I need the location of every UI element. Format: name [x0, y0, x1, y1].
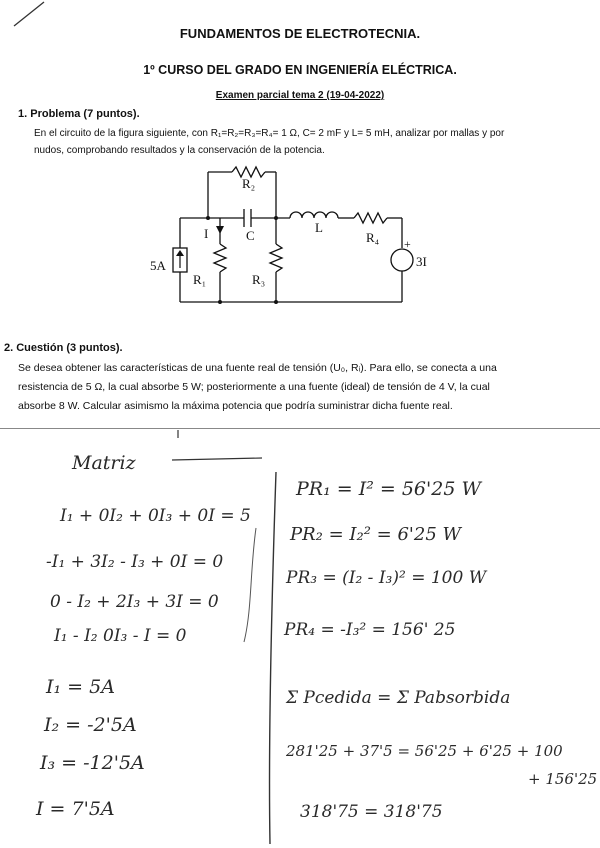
- problem-text-line2: nudos, comprobando resultados y la conservación de la potencia.: [34, 145, 325, 156]
- inductor-l: [290, 212, 338, 218]
- result-i1: I₁ = 5A: [46, 676, 115, 698]
- label-c: C: [246, 228, 255, 243]
- exam-date-line: Examen parcial tema 2 (19-04-2022): [215, 90, 385, 101]
- sum-line-1: 281'25 + 37'5 = 56'25 + 6'25 + 100: [286, 742, 563, 760]
- resistor-r3: [270, 244, 282, 272]
- label-r3: R₃: [252, 272, 266, 287]
- label-r1: R₁: [193, 272, 207, 287]
- power-balance: Σ Pcedida = Σ Pabsorbida: [286, 688, 511, 708]
- question-text-line2: resistencia de 5 Ω, la cual absorbe 5 W; posteriormente a una fuente (ideal) de tensión de 4 V, la cual: [18, 381, 490, 393]
- result-i: I = 7'5A: [36, 798, 115, 820]
- question-text-line3: absorbe 8 W. Calcular asimismo la máxima potencia que podría suministrar dicha fuente real.: [18, 400, 453, 412]
- down-arrow-icon: [216, 226, 224, 234]
- question-heading: 2. Cuestión (3 puntos).: [4, 342, 123, 354]
- label-r4: R₄: [366, 230, 380, 245]
- label-i: I: [204, 226, 209, 241]
- problem-heading: 1. Problema (7 puntos).: [18, 108, 140, 120]
- final-check: 318'75 = 318'75: [300, 802, 443, 822]
- junction-node: [274, 300, 278, 304]
- sum-line-2: + 156'25: [528, 770, 598, 788]
- label-r2: R₂: [242, 176, 256, 191]
- equation-3: 0 - I₂ + 2I₃ + 3I = 0: [50, 592, 219, 612]
- page-separator: [0, 428, 600, 429]
- up-arrow-icon: [176, 250, 184, 256]
- course-subtitle: 1º CURSO DEL GRADO EN INGENIERÍA ELÉCTRICA.: [143, 63, 457, 77]
- equation-4: I₁ - I₂ 0I₃ - I = 0: [54, 626, 187, 646]
- circuit-diagram: [140, 160, 450, 310]
- result-i3: I₃ = -12'5A: [40, 752, 145, 774]
- power-r2: PR₂ = I₂² = 6'25 W: [290, 524, 461, 545]
- equation-1: I₁ + 0I₂ + 0I₃ + 0I = 5: [60, 506, 251, 526]
- resistor-r4: [354, 213, 387, 223]
- question-text-line1: Se desea obtener las características de una fuente real de tensión (U₀, Rᵢ). Para ello, se conecta a una: [18, 362, 497, 374]
- junction-node: [206, 216, 210, 220]
- junction-node: [274, 216, 278, 220]
- equation-2: -I₁ + 3I₂ - I₃ + 0I = 0: [46, 552, 224, 572]
- handwritten-heading: Matriz: [72, 452, 136, 474]
- label-l: L: [315, 220, 323, 235]
- dependent-source-circle: [391, 249, 413, 271]
- label-5a: 5A: [150, 258, 166, 273]
- power-r4: PR₄ = -I₃² = 156' 25: [284, 620, 456, 640]
- document-title: FUNDAMENTOS DE ELECTROTECNIA.: [179, 26, 421, 41]
- junction-node: [218, 300, 222, 304]
- resistor-r1: [214, 244, 226, 272]
- label-plus: +: [404, 237, 411, 251]
- problem-text-line1: En el circuito de la figura siguiente, con R₁=R₂=R₃=R₄= 1 Ω, C= 2 mF y L= 5 mH, analizar por mallas y por: [34, 128, 505, 139]
- label-3i: 3I: [416, 254, 427, 269]
- result-i2: I₂ = -2'5A: [44, 714, 137, 736]
- power-r1: PR₁ = I² = 56'25 W: [296, 478, 481, 500]
- power-r3: PR₃ = (I₂ - I₃)² = 100 W: [286, 568, 487, 588]
